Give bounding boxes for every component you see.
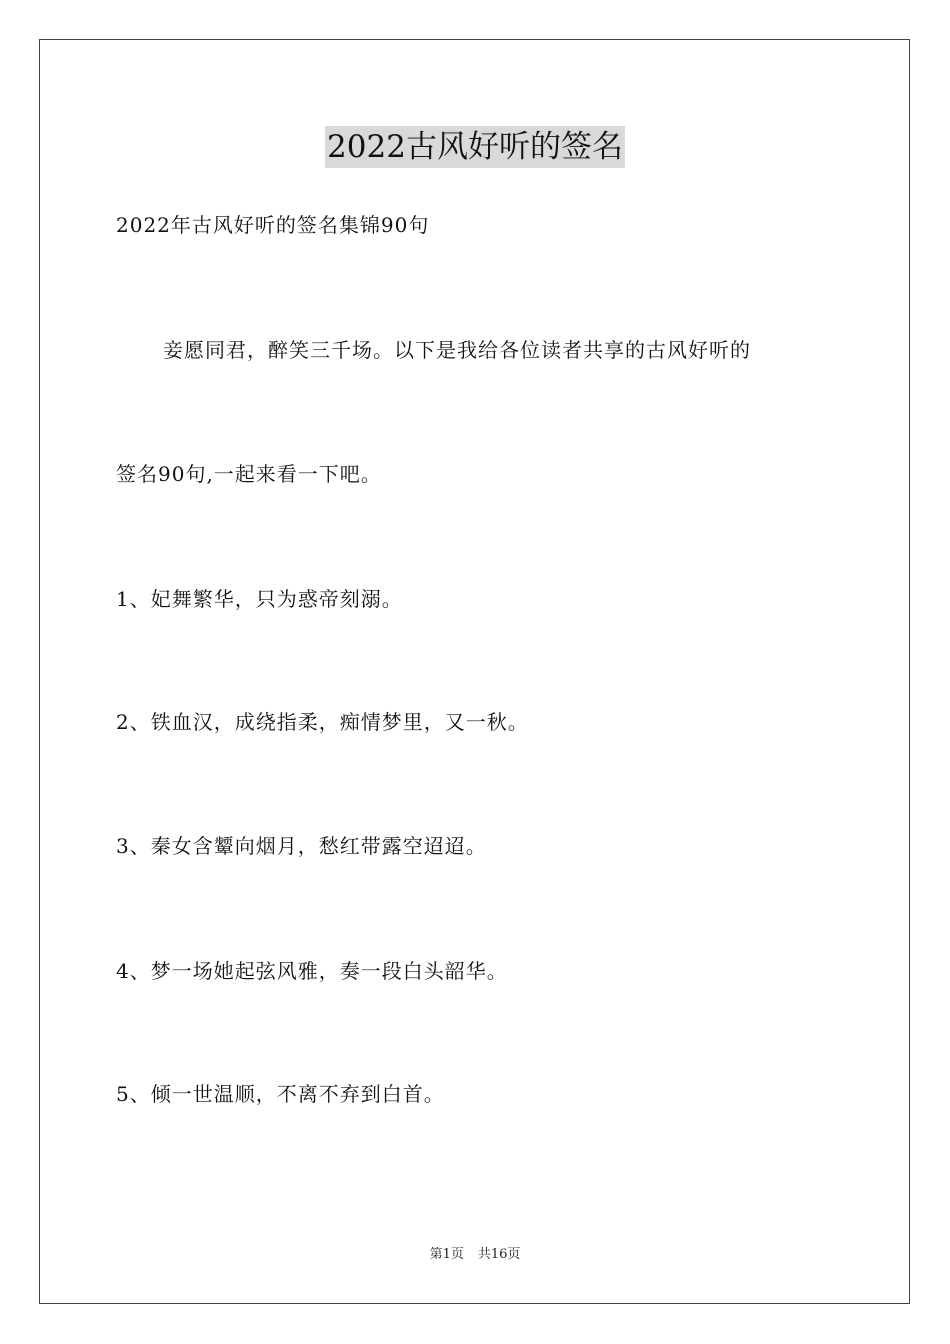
list-item-3: 3、秦女含颦向烟月，愁红带露空迢迢。 bbox=[116, 834, 487, 858]
intro-line-2: 签名90句,一起来看一下吧。 bbox=[116, 462, 382, 486]
list-item-1: 1、妃舞繁华，只为惑帝刻溺。 bbox=[116, 587, 403, 611]
intro-line-1: 妾愿同君，醉笑三千场。以下是我给各位读者共享的古风好听的 bbox=[163, 338, 751, 362]
document-subtitle: 2022年古风好听的签名集锦90句 bbox=[116, 213, 430, 237]
page-number: 第1页 bbox=[429, 1247, 464, 1262]
document-title: 2022古风好听的签名 bbox=[325, 126, 625, 168]
title-container bbox=[0, 126, 950, 168]
list-item-2: 2、铁血汉，成绕指柔，痴情梦里，又一秋。 bbox=[116, 710, 529, 734]
list-item-4: 4、梦一场她起弦风雅，奏一段白头韶华。 bbox=[116, 959, 508, 983]
list-item-5: 5、倾一世温顺，不离不弃到白首。 bbox=[116, 1082, 445, 1106]
page-footer bbox=[0, 1246, 950, 1264]
page-total: 共16页 bbox=[477, 1247, 521, 1262]
